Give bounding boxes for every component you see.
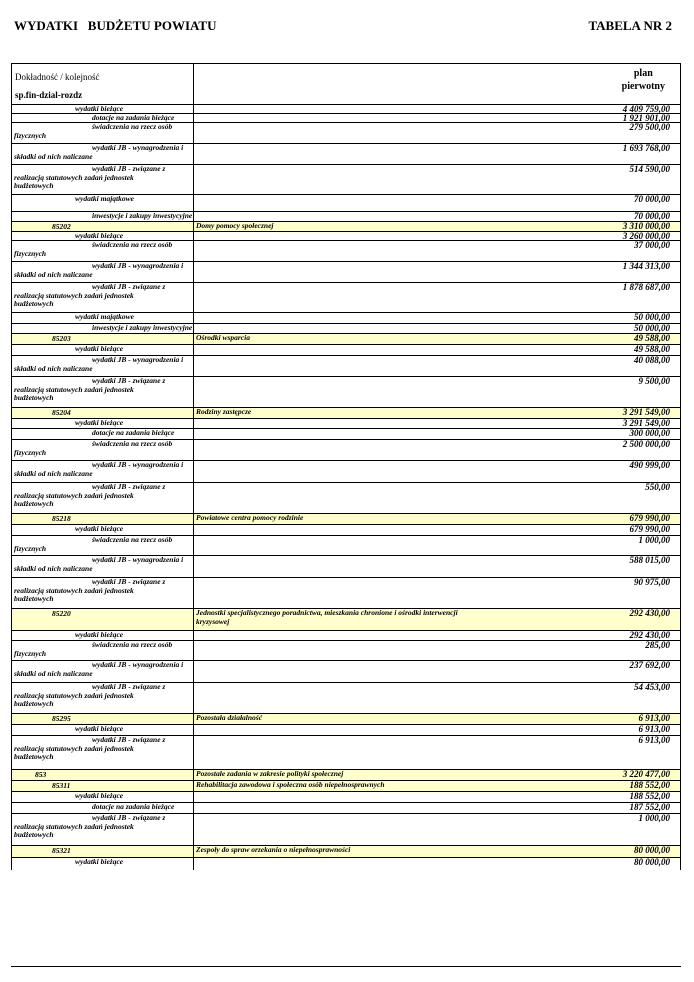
row-label: świadczenia na rzecz osób <box>92 439 173 448</box>
section-code: 85218 <box>52 514 71 523</box>
row-value: 188 552,00 <box>629 791 670 801</box>
row-value: 50 000,00 <box>634 323 670 333</box>
section-code: 85202 <box>52 222 71 231</box>
row-value: 237 692,00 <box>629 660 670 670</box>
row-label: inwestycje i zakupy inwestycyjne <box>92 323 193 332</box>
row-value: 70 000,00 <box>634 211 670 221</box>
row-value: 2 500 000,00 <box>622 439 670 449</box>
row-label: wydatki bieżące <box>75 344 124 353</box>
row-label: wydatki JB - wynagrodzenia i <box>92 355 184 364</box>
section-description: Ośrodki wsparcia <box>196 333 250 342</box>
row-label: wydatki JB - wynagrodzenia i <box>92 143 184 152</box>
section-description: Pozostała działalność <box>196 713 263 722</box>
table-row <box>11 123 681 144</box>
table-row <box>11 683 681 714</box>
section-code: 85220 <box>52 609 71 618</box>
section-description: Zespoły do spraw orzekania o niepełnosprawności <box>196 845 351 854</box>
row-value: 292 430,00 <box>629 608 670 618</box>
header-plan-label <box>622 67 665 93</box>
row-value: 490 999,00 <box>629 460 670 470</box>
row-label: składki od nich naliczane <box>14 563 93 573</box>
row-value: 49 588,00 <box>634 344 670 354</box>
row-label: fizycznych <box>14 130 47 140</box>
section-description: Rehabilitacja zawodowa i społeczna osób niepełnosprawnych <box>196 780 385 789</box>
row-label: budżetowych <box>14 181 54 191</box>
row-value: 1 344 313,00 <box>622 261 670 271</box>
row-label: wydatki bieżące <box>75 630 124 639</box>
page-bottom-rule <box>11 966 681 967</box>
row-value: 50 000,00 <box>634 312 670 322</box>
section-code: 85295 <box>52 714 71 723</box>
row-label: realizacją statutowych zadań jednostek <box>14 821 134 831</box>
row-label: wydatki JB - związane z <box>92 682 166 691</box>
section-description: Domy pomocy społecznej <box>196 221 274 230</box>
expenditure-table <box>11 63 681 870</box>
row-label: składki od nich naliczane <box>14 151 93 161</box>
header-precision-label: Dokładność / kolejność <box>15 72 100 82</box>
row-label: realizacją statutowych zadań jednostek <box>14 743 134 753</box>
row-value: 1 000,00 <box>638 535 670 545</box>
section-description: Jednostki specjalistycznego poradnictwa, mieszkania chronione i ośrodki interwencji kryzysowej <box>196 608 458 626</box>
row-label: wydatki JB - wynagrodzenia i <box>92 460 184 469</box>
row-label: świadczenia na rzecz osób <box>92 640 173 649</box>
table-row <box>11 356 681 377</box>
row-value: 3 260 000,00 <box>622 231 670 241</box>
row-value: 1 878 687,00 <box>622 282 670 292</box>
row-label: wydatki bieżące <box>75 524 124 533</box>
row-label: budżetowych <box>14 699 54 709</box>
row-value: 514 590,00 <box>629 164 670 174</box>
row-value: 40 088,00 <box>634 355 670 365</box>
table-row <box>11 661 681 683</box>
row-label: dotacje na zadania bieżące <box>92 428 175 437</box>
row-value: 6 913,00 <box>638 724 670 734</box>
section-code: 85321 <box>52 846 71 855</box>
row-value: 3 291 549,00 <box>622 418 670 428</box>
row-label: realizacją statutowych zadań jednostek <box>14 290 134 300</box>
table-row <box>11 212 681 222</box>
row-label: budżetowych <box>14 393 54 403</box>
row-value: 187 552,00 <box>629 802 670 812</box>
table-row <box>11 195 681 212</box>
row-value: 37 000,00 <box>634 240 670 250</box>
row-label: dotacje na zadania bieżące <box>92 113 175 122</box>
table-row <box>11 440 681 461</box>
row-value: 292 430,00 <box>629 630 670 640</box>
table-header-row <box>11 64 681 105</box>
table-row <box>11 144 681 165</box>
table-row <box>11 483 681 514</box>
table-row <box>11 262 681 283</box>
row-label: wydatki majątkowe <box>75 312 134 321</box>
row-label: realizacją statutowych zadań jednostek <box>14 690 134 700</box>
table-row <box>11 241 681 262</box>
row-label: fizycznych <box>14 648 47 658</box>
row-label: wydatki JB - związane z <box>92 164 166 173</box>
row-value: 679 990,00 <box>629 513 670 523</box>
row-label: składki od nich naliczane <box>14 363 93 373</box>
row-value: 550,00 <box>645 482 670 492</box>
row-label: dotacje na zadania bieżące <box>92 802 175 811</box>
header-classification-label: sp.fin-dzial-rozdz <box>15 90 83 100</box>
row-label: wydatki bieżące <box>75 104 124 113</box>
row-label: fizycznych <box>14 543 47 553</box>
row-label: realizacją statutowych zadań jednostek <box>14 384 134 394</box>
section-description: Powiatowe centra pomocy rodzinie <box>196 513 304 522</box>
row-label: składki od nich naliczane <box>14 468 93 478</box>
row-value: 70 000,00 <box>634 194 670 204</box>
row-label: wydatki majątkowe <box>75 194 134 203</box>
row-label: wydatki JB - związane z <box>92 282 166 291</box>
row-value: 54 453,00 <box>634 682 670 692</box>
row-value: 9 500,00 <box>638 376 670 386</box>
row-label: wydatki bieżące <box>75 857 124 866</box>
row-label: budżetowych <box>14 752 54 762</box>
header-plan-line2: pierwotny <box>621 81 665 92</box>
row-label: wydatki JB - związane z <box>92 577 166 586</box>
table-row <box>11 736 681 770</box>
row-value: 1 693 768,00 <box>622 143 670 153</box>
row-label: realizacją statutowych zadań jednostek <box>14 585 134 595</box>
row-value: 49 588,00 <box>634 333 670 343</box>
row-label: fizycznych <box>14 248 47 258</box>
row-value: 679 990,00 <box>629 524 670 534</box>
row-value: 6 913,00 <box>638 735 670 745</box>
table-row <box>11 578 681 609</box>
section-code: 85311 <box>52 781 71 790</box>
table-row <box>11 814 681 846</box>
header-plan-line1: plan <box>633 68 653 79</box>
row-value: 80 000,00 <box>634 857 670 867</box>
row-value: 285,00 <box>645 640 670 650</box>
section-code: 853 <box>35 770 47 779</box>
row-value: 1 921 901,00 <box>622 113 670 123</box>
row-value: 6 913,00 <box>638 713 670 723</box>
table-row <box>11 536 681 556</box>
table-row <box>11 641 681 661</box>
row-label: budżetowych <box>14 830 54 840</box>
row-value: 188 552,00 <box>629 780 670 790</box>
row-value: 3 220 477,00 <box>622 769 670 779</box>
section-code: 85204 <box>52 408 71 417</box>
row-value: 279 500,00 <box>629 122 670 132</box>
row-label: wydatki bieżące <box>75 791 124 800</box>
row-label: wydatki JB - związane z <box>92 482 166 491</box>
row-value: 588 015,00 <box>629 555 670 565</box>
document-title: WYDATKI BUDŻETU POWIATU <box>14 18 217 33</box>
row-label: budżetowych <box>14 299 54 309</box>
row-label: wydatki JB - związane z <box>92 813 166 822</box>
row-label: wydatki bieżące <box>75 418 124 427</box>
row-label: wydatki bieżące <box>75 231 124 240</box>
section-row <box>11 609 681 631</box>
row-label: budżetowych <box>14 499 54 509</box>
row-label: wydatki JB - związane z <box>92 376 166 385</box>
table-row <box>11 377 681 408</box>
table-body <box>11 105 681 870</box>
row-value: 3 310 000,00 <box>622 221 670 231</box>
section-code: 85203 <box>52 334 71 343</box>
table-row <box>11 283 681 313</box>
table-row <box>11 556 681 578</box>
table-row <box>11 165 681 195</box>
row-label: świadczenia na rzecz osób <box>92 240 173 249</box>
row-value: 1 000,00 <box>638 813 670 823</box>
row-value: 80 000,00 <box>634 845 670 855</box>
section-description: Rodziny zastępcze <box>196 407 252 416</box>
row-label: wydatki JB - związane z <box>92 735 166 744</box>
row-label: wydatki JB - wynagrodzenia i <box>92 660 184 669</box>
row-value: 90 975,00 <box>634 577 670 587</box>
row-label: realizacją statutowych zadań jednostek <box>14 172 134 182</box>
row-value: 300 000,00 <box>629 428 670 438</box>
row-label: realizacją statutowych zadań jednostek <box>14 490 134 500</box>
row-label: inwestycje i zakupy inwestycyjne <box>92 211 193 220</box>
row-label: budżetowych <box>14 594 54 604</box>
section-description: Pozostałe zadania w zakresie polityki społecznej <box>196 769 344 778</box>
row-label: składki od nich naliczane <box>14 668 93 678</box>
row-label: wydatki bieżące <box>75 724 124 733</box>
table-row <box>11 324 681 334</box>
row-value: 4 409 759,00 <box>622 104 670 114</box>
row-label: składki od nich naliczane <box>14 269 93 279</box>
row-label: fizycznych <box>14 447 47 457</box>
table-row <box>11 858 681 870</box>
row-label: świadczenia na rzecz osób <box>92 535 173 544</box>
row-label: wydatki JB - wynagrodzenia i <box>92 555 184 564</box>
table-number: TABELA NR 2 <box>588 18 672 33</box>
table-row <box>11 461 681 483</box>
row-value: 3 291 549,00 <box>622 407 670 417</box>
row-label: wydatki JB - wynagrodzenia i <box>92 261 184 270</box>
row-label: świadczenia na rzecz osób <box>92 122 173 131</box>
